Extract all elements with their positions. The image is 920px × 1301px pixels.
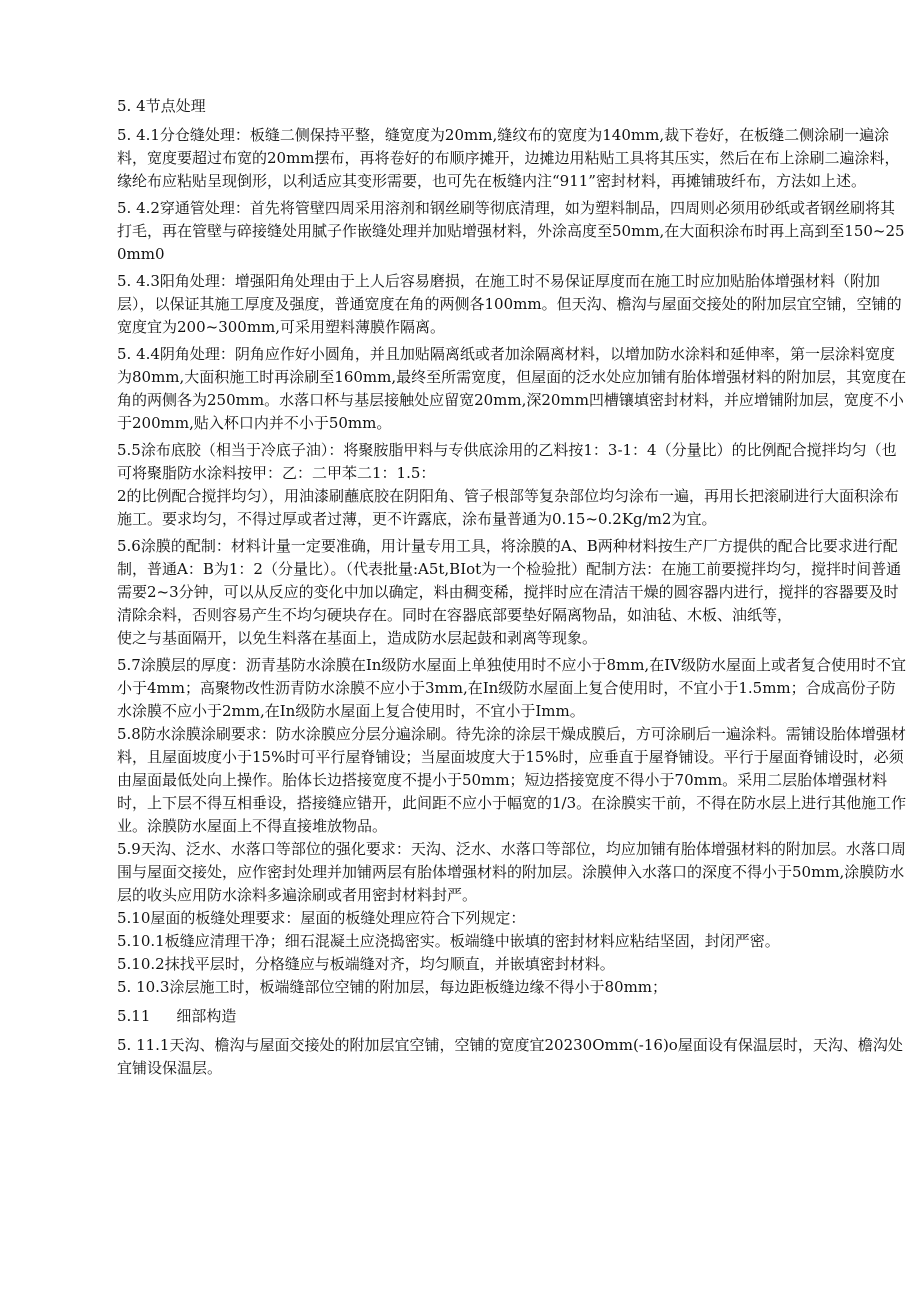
paragraph-5-5-part1: 5.5涂布底胶（相当于冷底子油）：将聚胺脂甲料与专供底涂用的乙料按1：3-1：4（分量比）的比例配合搅拌均匀（也可将聚脂防水涂料按甲：乙：二甲苯二1：1.5：	[117, 441, 897, 482]
paragraph-5-10-2: 5.10.2抹找平层时，分格缝应与板端缝对齐，均匀顺直，并嵌填密封材料。	[117, 955, 615, 973]
paragraph-5-9: 5.9天沟、泛水、水落口等部位的强化要求：天沟、泛水、水落口等部位，均应加铺有胎体增强材料的附加层。水落口周围与屋面交接处，应作密封处理并加铺两层有胎体增强材料的附加层。涂膜伸入水落口的深度不得小于50mm,涂膜防水层的收头应用防水涂料多遍涂刷或者用密封材料封严。	[117, 840, 906, 904]
paragraph-5-8: 5.8防水涂膜涂刷要求：防水涂膜应分层分遍涂刷。待先涂的涂层干燥成膜后，方可涂刷后一遍涂料。需铺设胎体增强材料，且屋面坡度小于15%时可平行屋脊铺设；当屋面坡度大于15%时，应垂直于屋脊铺设。平行于屋面脊铺设时，必须由屋面最低处向上操作。胎体长边搭接宽度不提小于50mm；短边搭接宽度不得小于70mm。采用二层胎体增强材料时，上下层不得互相垂设，搭接缝应错开，此间距不应小于幅宽的1/3。在涂膜实干前，不得在防水层上进行其他施工作业。涂膜防水屋面上不得直接堆放物品。	[117, 725, 907, 835]
paragraph-5-11-1: 5. 11.1天沟、檐沟与屋面交接处的附加层宜空铺，空铺的宽度宜20230Omm(-16)o屋面设有保温层时，天沟、檐沟处宜铺设保温层。	[117, 1036, 903, 1077]
paragraph-5-7: 5.7涂膜层的厚度：沥青基防水涂膜在In级防水屋面上单独使用时不应小于8mm,在IV级防水屋面上或者复合使用时不宜小于4mm；高聚物改性沥青防水涂膜不应小于3mm,在In级防水屋面上复合使用时，不宜小于1.5mm；合成高份子防水涂膜不应小于2mm,在In级防水屋面上复合使用时，不宜小于Imm。	[117, 656, 906, 720]
section-title-5-11: 细部构造	[176, 1007, 237, 1025]
paragraph-5-4-1: 5. 4.1分仓缝处理：板缝二侧保持平整，缝宽度为20mm,缝纹布的宽度为140mm,裁下卷好，在板缝二侧涂刷一遍涂料，宽度要超过布宽的20mm摆布，再将卷好的布顺序摊开，边摊边用粘贴工具将其压实，然后在布上涂刷二遍涂料，缘纶布应粘贴呈现倒形，以利适应其变形需要，也可先在板缝内注“911”密封材料，再摊铺玻纤布，方法如上述。	[117, 126, 900, 190]
paragraph-5-10-1: 5.10.1板缝应清理干净；细石混凝土应浇捣密实。板端缝中嵌填的密封材料应粘结坚固，封闭严密。	[117, 932, 780, 950]
paragraph-5-10-3: 5. 10.3涂层施工时，板端缝部位空铺的附加层，每边距板缝边缘不得小于80mm；	[117, 978, 668, 996]
document-body	[117, 95, 907, 1084]
paragraph-5-4-4: 5. 4.4阴角处理：阴角应作好小圆角，并且加贴隔离纸或者加涂隔离材料，以增加防水涂料和延伸率，第一层涂料宽度为80mm,大面积施工时再涂刷至160mm,最终至所需宽度，但屋面的泛水处应加铺有胎体增强材料的附加层，其宽度在角的两侧各为250mm。水落口杯与基层接触处应留宽20mm,深20mm凹槽镶填密封材料，并应增铺附加层，宽度不小于200mm,贴入杯口内并不小于50mm。	[117, 345, 907, 432]
section-heading-5-4: 5. 4节点处理	[117, 97, 206, 115]
section-heading-5-11	[117, 1005, 907, 1028]
paragraph-5-6-part2: 使之与基面隔开，以免生料落在基面上，造成防水层起鼓和剥离等现象。	[117, 629, 598, 647]
section-number-5-11: 5.11	[117, 1007, 151, 1025]
paragraph-5-10: 5.10屋面的板缝处理要求：屋面的板缝处理应符合下列规定：	[117, 909, 526, 927]
paragraph-5-5-part2: 2的比例配合搅拌均匀），用油漆刷蘸底胶在阴阳角、管子根部等复杂部位均匀涂布一遍，再用长把滚刷进行大面积涂布施工。要求均匀，不得过厚或者过薄，更不许露底，涂布量普通为0.15~0.2Kg∕m2为宜。	[117, 487, 900, 528]
paragraph-5-4-3: 5. 4.3阳角处理：增强阳角处理由于上人后容易磨损，在施工时不易保证厚度而在施工时应加贴胎体增强材料（附加层），以保证其施工厚度及强度，普通宽度在角的两侧各100mm。但天沟、檐沟与屋面交接处的附加层宜空铺，空铺的宽度宜为200~300mm,可采用塑料薄膜作隔离。	[117, 272, 902, 336]
paragraph-5-6-part1: 5.6涂膜的配制：材料计量一定要准确，用计量专用工具，将涂膜的A、B两种材料按生产厂方提供的配合比要求进行配制，普通A：B为1：2（分量比）。（代表批量:A5t,BIot为一个检验批）配制方法：在施工前要搅拌均匀，搅拌时间普通需要2~3分钟，可以从反应的变化中加以确定，料由稠变稀，搅拌时应在清洁干燥的圆容器内进行，搅拌的容器要及时清除余料，否则容易产生不均匀硬块存在。同时在容器底部要垫好隔离物品，如油毡、木板、油纸等，	[117, 537, 902, 624]
paragraph-5-4-2: 5. 4.2穿通管处理：首先将管壁四周采用溶剂和钢丝刷等彻底清理，如为塑料制品，四周则必须用砂纸或者钢丝刷将其打毛，再在管壁与碎接缝处用腻子作嵌缝处理并加贴增强材料，外涂高度至50mm,在大面积涂布时再上高到至150~250mm0	[117, 199, 905, 263]
